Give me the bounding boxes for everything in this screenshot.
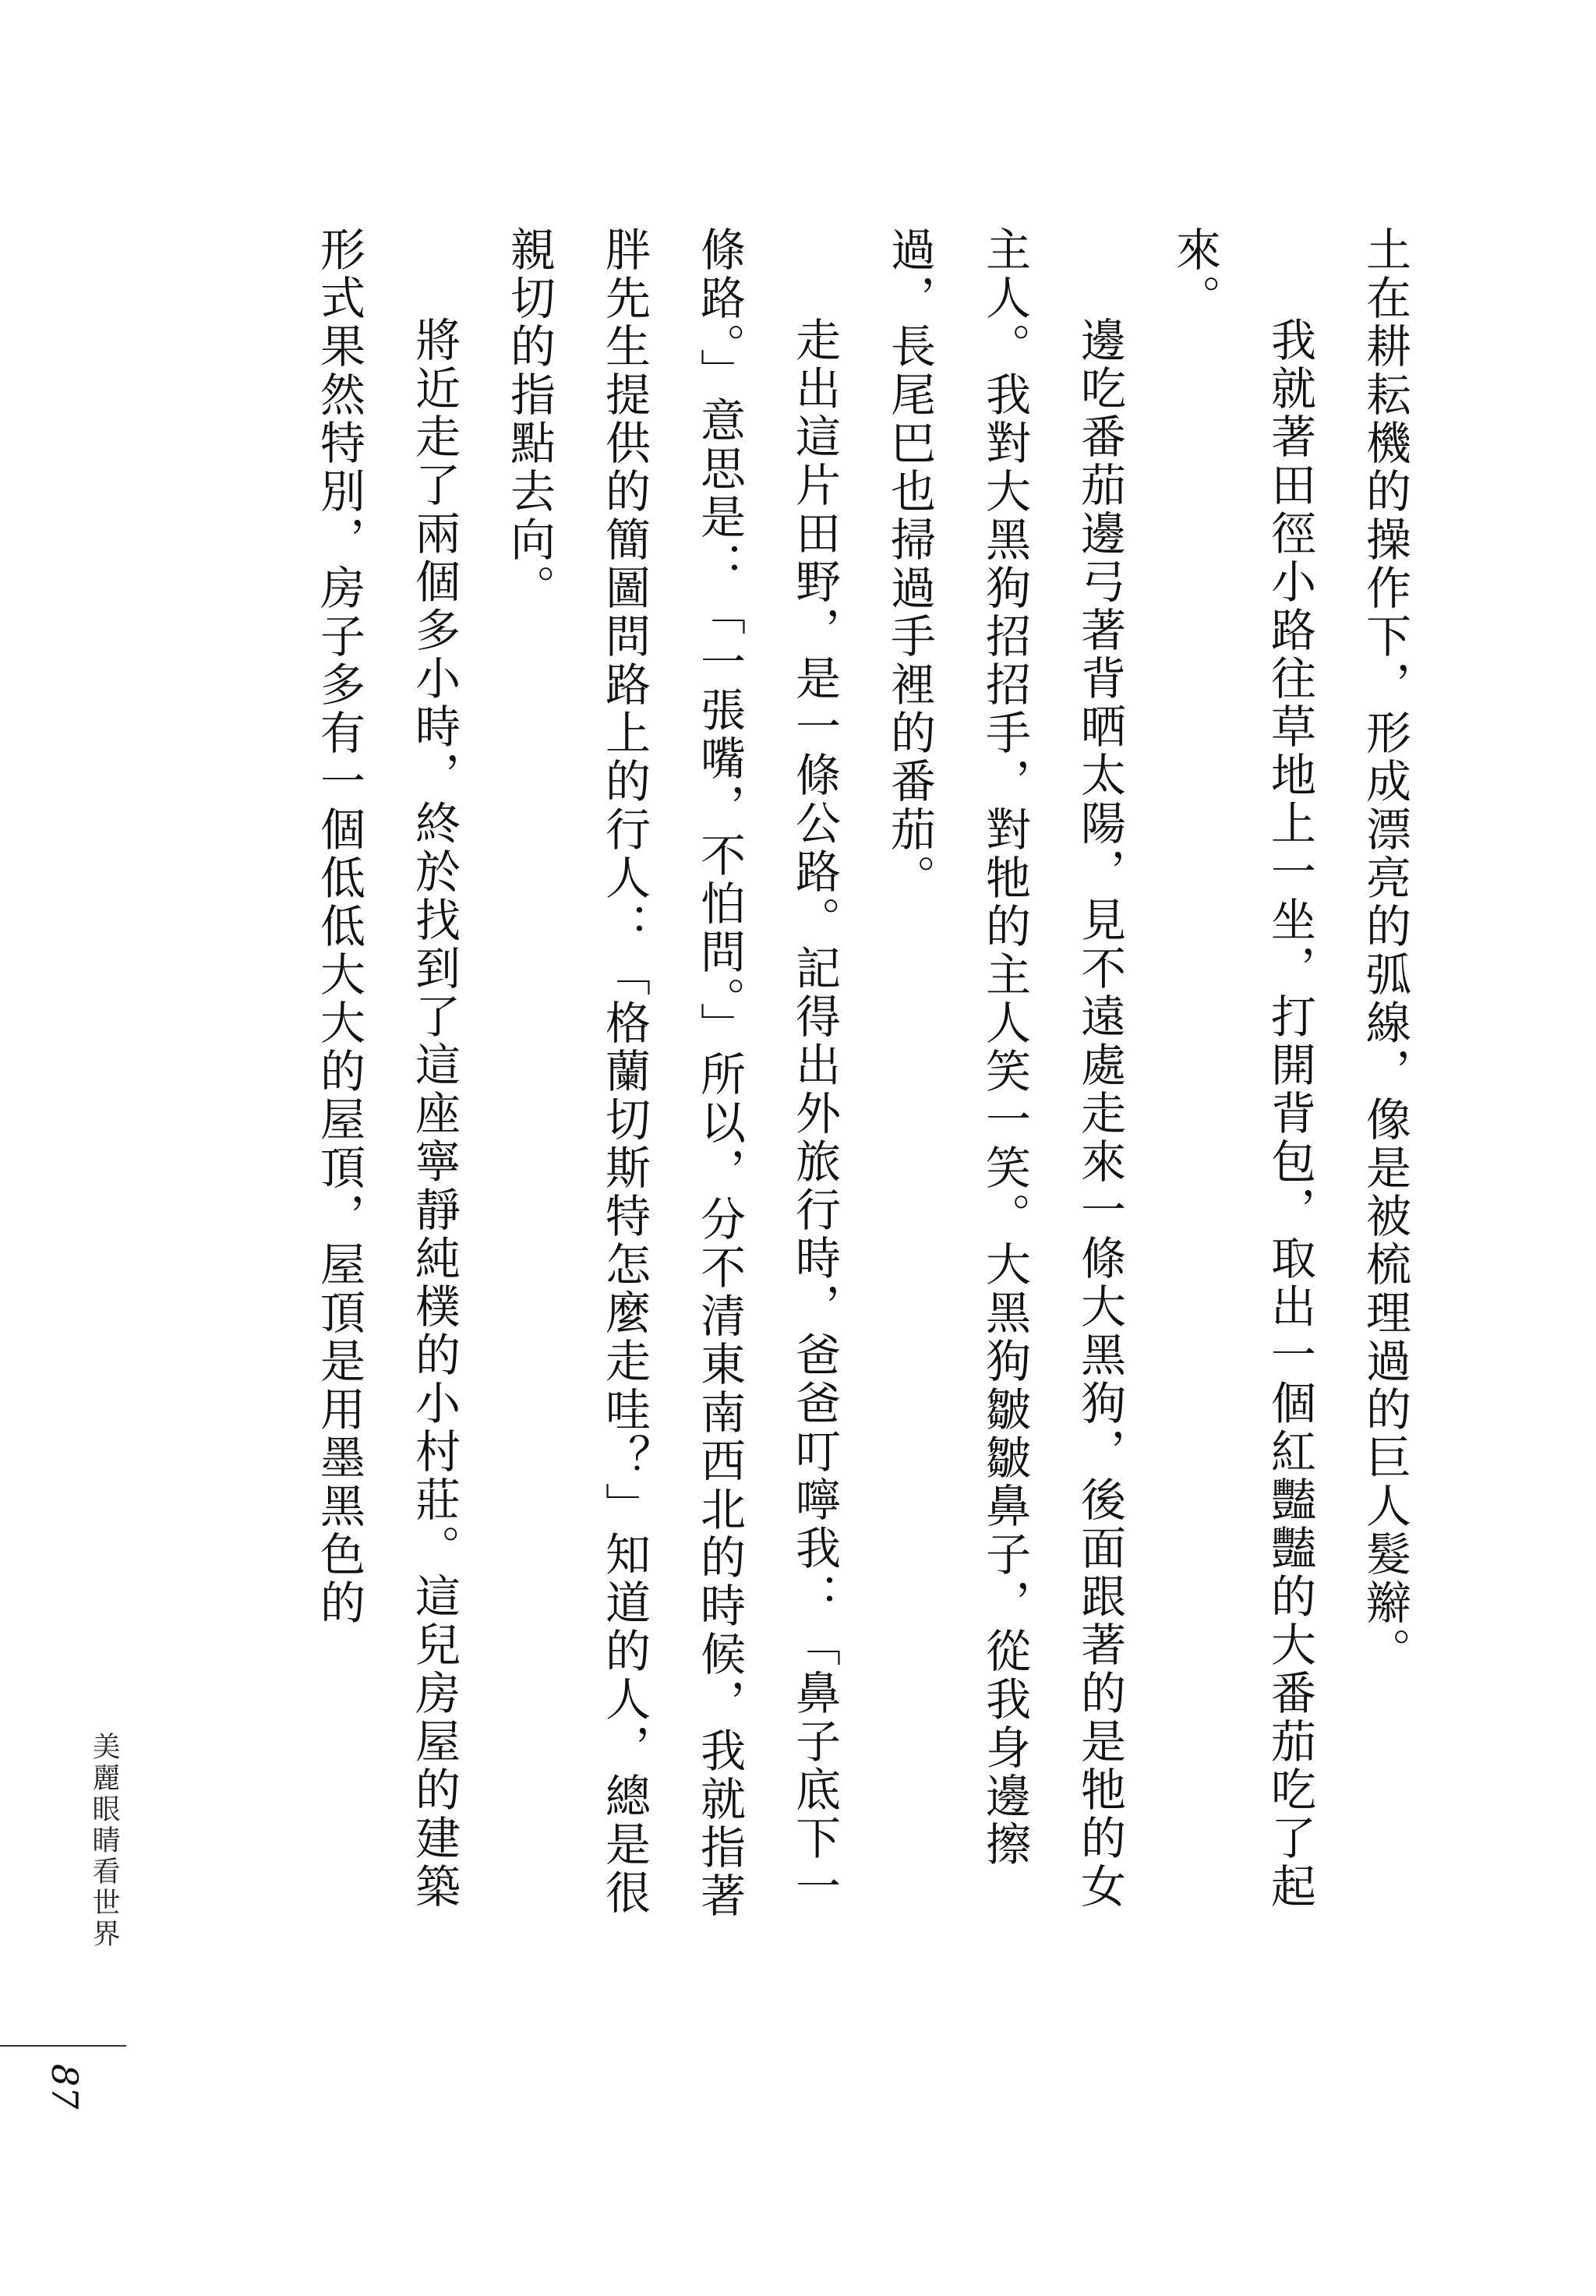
paragraph-5: 將近走了兩個多小時，終於找到了這座寧靜純樸的小村莊。這兒房屋的建築形式果然特別，房子多有一個低低大大的屋頂，屋頂是用墨黑色的: [312, 226, 461, 1911]
paragraph-1: 土在耕耘機的操作下，形成漂亮的弧線，像是被梳理過的巨人髮辮。: [1358, 226, 1411, 1676]
body-text: [291, 226, 1432, 1941]
paragraph-4: 走出這片田野，是一條公路。記得出外旅行時，爸爸叮嚀我：「鼻子底下一條路。」意思是：「一張嘴，不怕問。」所以，分不清東南西北的時候，我就指著胖先生提供的簡圖問路上的行人：「格蘭切斯特怎麼走哇？」知道的人，總是很親切的指點去向。: [503, 226, 841, 1920]
page-number: 87: [44, 2064, 86, 2110]
paragraph-2: 我就著田徑小路往草地上一坐，打開背包，取出一個紅豔豔的大番茄吃了起來。: [1168, 226, 1316, 1911]
paragraph-3: 邊吃番茄邊弓著背晒太陽，見不遠處走來一條大黑狗，後面跟著的是牠的女主人。我對大黑狗招招手，對牠的主人笑一笑。大黑狗皺皺鼻子，從我身邊擦過，長尾巴也掃過手裡的番茄。: [883, 226, 1126, 1911]
running-title: 美麗眼睛看世界: [88, 1732, 120, 1950]
folio-divider: [0, 2045, 126, 2047]
